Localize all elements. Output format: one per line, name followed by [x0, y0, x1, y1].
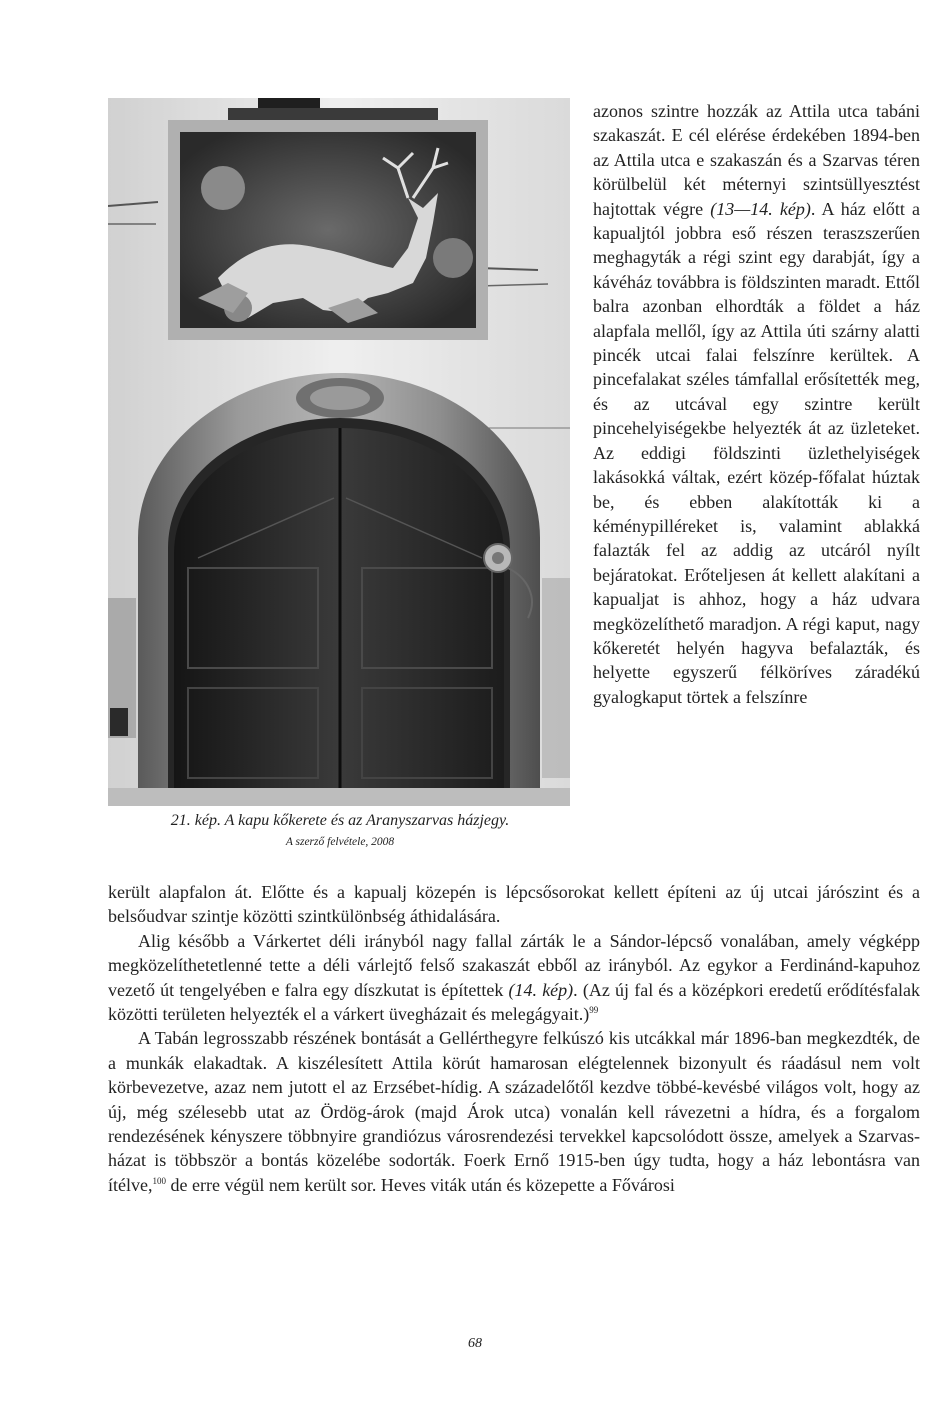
photo-stone-gate-golden-stag	[108, 98, 570, 806]
body-paragraph	[593, 101, 920, 707]
figure-reference: (14. kép)	[508, 979, 574, 1000]
text-run: Alig később a Várkertet déli irányból nagy fallal zárták le a Sándor-lépcső vonalában, amely végképp megközelíthetetlenné tette a déli várlejtő felső szakaszát ebből az irányból. Az egykor a Ferdinánd-kapuhoz vezető út tengelyében e falra egy díszkutat is építettek	[108, 930, 920, 1000]
footnote-marker: 100	[152, 1175, 166, 1186]
text-run: . (Az új fal és a középkori eredetű erődítésfalak közötti területen helyezték el a várkert üvegházait és melegágyait.)	[108, 979, 920, 1025]
text-run: azonos szintre hozzák az Attila utca tabáni szakaszát. E cél elérése érdekében 1894-ben az Attila utca e szakaszán és a Szarvas téren körülbelül két méternyi szintsüllyesztést hajtottak végre	[593, 101, 920, 219]
figure-reference: (13—14. kép)	[710, 198, 811, 219]
figure-caption: 21. kép. A kapu kőkerete és az Aranyszarvas házjegy.	[170, 812, 510, 829]
text-run: . A ház előtt a kapualjtól jobbra eső részen teraszszerűen meghagyták a régi szint egy darabját, így a kávéház továbbra is földszinten maradt. Ettől balra azonban elhordták a földet a ház alapfala mellől, így az Attila úti szárny alatti pincék utcai falai felszínre kerültek. A pincefalakat széles támfallal erősítették meg, és az utcával egy szintre került pincehelyiségekbe helyezték át az üzleteket. Az eddigi földszinti üzlethelyiségek lakásokká váltak, ezért közép-főfalat húztak be, és ebben alakították ki a kéménypilléreket is, valamint ablakká falazták fel az addig az utcáról nyílt bejáratokat. Erőteljesen át kellett alakítani a kapualjat is ahhoz, hogy a ház udvara megközelíthető maradjon. A régi kaput, nagy kőkeretét helyén hagyva befalazták, és helyette egyszerű félköríves záradékú gyalogkaput törtek a felszínre	[593, 198, 920, 707]
footnote-marker: 99	[589, 1005, 599, 1016]
body-paragraph	[108, 880, 920, 929]
stag-relief-panel	[168, 98, 488, 340]
page-number: 68	[468, 1336, 482, 1351]
full-width-text	[108, 880, 920, 1197]
text-run: A Tabán legrosszabb részének bontását a Gellérthegyre felkúszó kis utcákkal már 1896-ban megkezdték, de a munkák elakadtak. A kiszélesített Attila körút hamarosan elégtelennek bizonyult és ráadásul nem volt körbevezetve, azaz nem jutott el az Erzsébet-hídig. A századelőtől kezdve többé-kevésbé világos volt, hogy az új, még szélesebb utat az Ördög-árok (majd Árok utca) vonalán kell rávezetni a hídra, és a forgalom rendezésének kényszere többnyire grandiózus városrendezési tervekkel kapcsolódott össze, amelyek a Szarvas-házat is többször a bontás közelébe sodorták. Foerk Ernő 1915-ben úgy tudta, hogy a ház lebontásra van ítélve,	[108, 1028, 920, 1195]
body-paragraph	[108, 1026, 920, 1197]
body-paragraph	[108, 929, 920, 1027]
figure-credit: A szerző felvétele, 2008	[285, 836, 395, 848]
side-text-column	[593, 99, 920, 709]
text-run: került alapfalon át. Előtte és a kapualj közepén is lépcsősorokat kellett építeni az új utcai járószint és a belsőudvar szintje közötti szintkülönbség áthidalására.	[108, 882, 920, 927]
text-run: de erre végül nem került sor. Heves viták után és közepette a Fővárosi	[165, 1174, 675, 1195]
